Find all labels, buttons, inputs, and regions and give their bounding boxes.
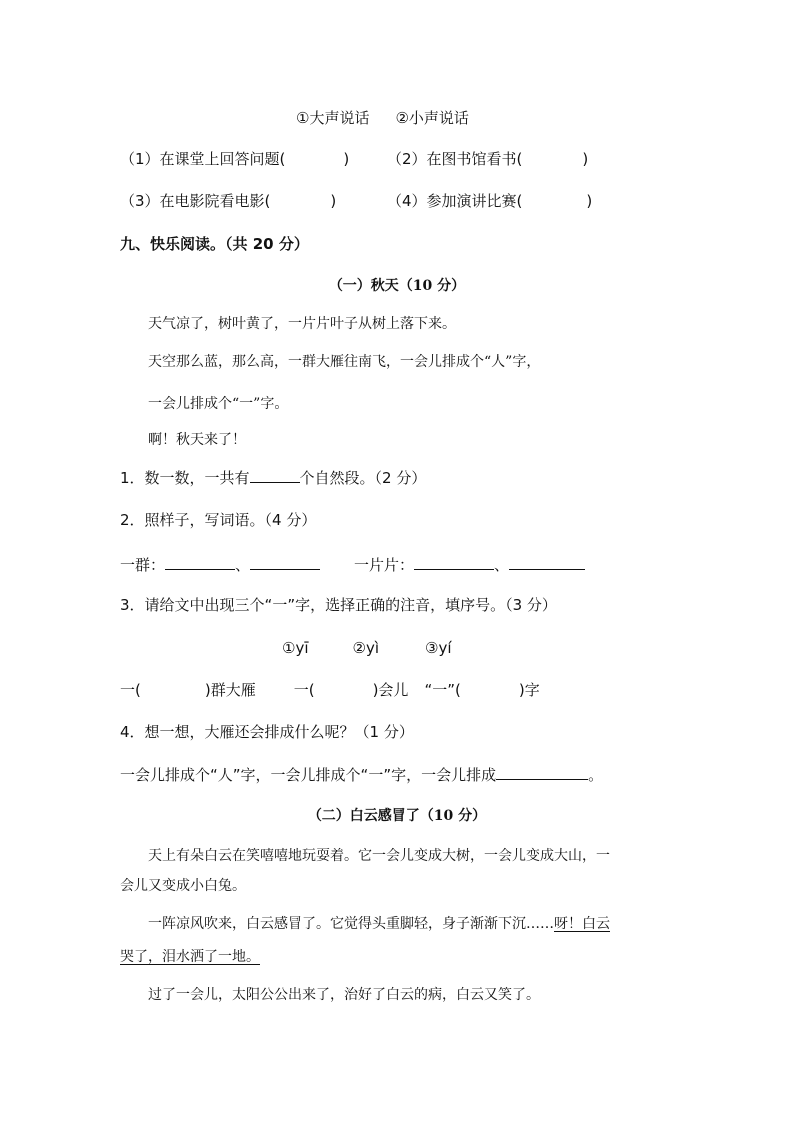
- underlined-text: 哭了，泪水洒了一地。: [120, 949, 260, 965]
- underlined-text: 呀！白云: [554, 916, 610, 932]
- question-2: 2．照样子，写词语。（4 分）: [120, 511, 317, 529]
- passage-line: 天气凉了，树叶黄了，一片片叶子从树上落下来。: [148, 316, 456, 332]
- situation-1: （1）在课堂上回答问题( ): [120, 150, 350, 168]
- answer-blank[interactable]: [414, 555, 494, 570]
- answer-blank[interactable]: [509, 555, 585, 570]
- answer-blank[interactable]: [496, 765, 588, 780]
- answer-blank[interactable]: [250, 468, 300, 483]
- question-1: 1．数一数，一共有 个自然段。（2 分）: [120, 469, 427, 487]
- question-2-answers-right: 一片片： 、: [354, 555, 585, 575]
- pinyin-option: ③yí: [425, 639, 452, 657]
- question-4: 4．想一想，大雁还会排成什么呢？（1 分）: [120, 723, 414, 741]
- passage-line: 啊！秋天来了！: [148, 432, 246, 448]
- option-quiet: ②小声说话: [395, 109, 469, 127]
- passage-line: 过了一会儿，太阳公公出来了，治好了白云的病，白云又笑了。: [148, 987, 540, 1003]
- passage-line: 天空那么蓝，那么高，一群大雁往南飞，一会儿排成个“人”字，: [148, 354, 541, 370]
- pinyin-option: ②yì: [352, 639, 379, 657]
- question-2-answers-left: 一群： 、: [120, 555, 320, 575]
- passage-line: 一阵凉风吹来，白云感冒了。它觉得头重脚轻，身子渐渐下沉……呀！白云: [148, 916, 610, 932]
- pinyin-option: ①yī: [282, 639, 309, 657]
- passage-title: （二）白云感冒了（10 分）: [307, 808, 487, 824]
- question-3-answers: 一( )群大雁 一( )会儿 “一”( )字: [120, 681, 540, 699]
- answer-blank[interactable]: [165, 555, 235, 570]
- passage-line: 会儿又变成小白兔。: [120, 878, 246, 894]
- section-heading: 九、快乐阅读。（共 20 分）: [120, 235, 309, 253]
- options-line: [296, 108, 469, 128]
- passage-line: 天上有朵白云在笑嘻嘻地玩耍着。它一会儿变成大树，一会儿变成大山，一: [148, 848, 610, 864]
- situation-3: （3）在电影院看电影( ): [120, 192, 337, 210]
- answer-blank[interactable]: [250, 555, 320, 570]
- pinyin-options: [282, 638, 452, 658]
- passage-line: 一会儿排成个“一”字。: [148, 396, 289, 412]
- passage-line: [120, 947, 260, 967]
- situation-4: （4）参加演讲比赛( ): [387, 192, 593, 210]
- passage-title: （一）秋天（10 分）: [328, 278, 466, 294]
- question-3: 3．请给文中出现三个“一”字，选择正确的注音，填序号。（3 分）: [120, 596, 557, 614]
- option-loud: ①大声说话: [296, 109, 370, 127]
- situation-2: （2）在图书馆看书( ): [387, 150, 589, 168]
- question-4-answer: 一会儿排成个“人”字，一会儿排成个“一”字，一会儿排成 。: [120, 766, 604, 784]
